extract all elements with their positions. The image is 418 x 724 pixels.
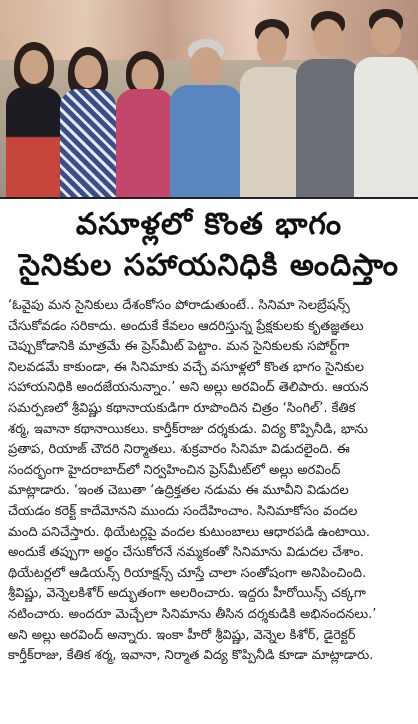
article-line: నిలవడమే కాకుండా, ఈ సినిమాకు వచ్చే వసూళ్లలో కొంత భాగం సైనికుల (8, 359, 365, 375)
article-line: మాట్లాడారు. ‘ఇంత చెబుతా ‘ఉద్రిక్తతల నడుమ ఈ మూవీని విడుదల (8, 483, 349, 499)
event-photo (0, 0, 418, 197)
person-man-right2 (296, 11, 360, 197)
headline (0, 205, 418, 287)
person-woman-third (116, 51, 174, 197)
headline-line-1: వసూళ్లలో కొంత భాగం (75, 207, 343, 242)
article-line: ప్రతాప, రియాజ్‌ చౌదరి నిర్మాతలు. శుక్రవారం సినిమా విడుదలైంది. ఈ (8, 442, 350, 458)
article-line: సందర్భంగా హైదరాబాద్‌లో నిర్వహించిన ప్రెస్‌మీట్‌లో అల్లు అరవింద్‌ (8, 462, 341, 478)
article-line: చేసుకోవడం సరికాదు. అందుకే కేవలం ఆదరిస్తున్న ప్రేక్షకులకు కృతజ్ఞతలు (8, 318, 364, 334)
person-man-right3 (354, 9, 418, 197)
person-man-center (170, 39, 242, 197)
article-line: సహాయనిధికి అందజేయనున్నాం.’ అని అల్లు అరవింద్‌ తెలిపారు. ఆయన (8, 380, 369, 396)
article-line: నటించారు. అందరూ మెచ్చేలా సినిమాను తీసిన దర్శకుడికి అభినందనలు.’ (8, 606, 377, 622)
article-line: అని అల్లు అరవింద్‌ అన్నారు. ఇంకా హీరో శ్రీవిష్ణు, వెన్నెల కిశోర్‌, డైరెక్టర్‌ (8, 627, 356, 643)
article-line: చెప్పుకోడానికి మాత్రమే ఈ ప్రెస్‌మీట్‌ పెట్టాం. మన సైనికులకు సపోర్ట్‌గా (8, 339, 350, 355)
person-man-right1 (240, 19, 304, 197)
photo-divider (0, 197, 418, 199)
article-line: చేయడం కరెక్ట్‌ కాదేమోనని ముందు సందేహించాం. సినిమాకోసం వందల (8, 503, 358, 519)
article-line: మంది పనిచేస్తారు. థియేటర్లపై వందల కుటుంబాలు ఆధారపడి ఉంటాయి. (8, 524, 370, 540)
person-woman-second (60, 47, 116, 197)
person-woman-left (6, 42, 62, 197)
article-line: ‘ఓవైపు మన సైనికులు దేశంకోసం పోరాడుతుంటే.. సినిమా సెలబ్రేషన్స్ (8, 298, 350, 313)
article-line: థియేటర్లలో ఆడియన్స్‌ రియాక్షన్స్‌ చూస్తే చాలా సంతోషంగా అనిపించింది. (8, 565, 367, 581)
article-line: శ్రీవిష్ణు, వెన్నెలకిశోర్‌ అద్భుతంగా అలరించారు. ఇద్దరు హీరోయిన్స్‌ చక్కగా (8, 586, 366, 602)
headline-line-2: సైనికుల సహాయనిధికి అందిస్తాం (18, 248, 400, 283)
article-body (8, 296, 412, 667)
article-line: అందుకే తప్పుగా అర్థం చేసుకోరనే నమ్మకంతో సినిమాను విడుదల చేశాం. (8, 545, 364, 561)
article-line: సమర్పణలో శ్రీవిష్ణు కథానాయకుడిగా రూపొందిన చిత్రం ‘సింగిల్‌’. కేతిక (8, 400, 356, 416)
article-line: కార్తీక్‌రాజు, కేతిక శర్మ, ఇవానా, నిర్మాత విద్య కొప్పినీడి కూడా మాట్లాడారు. (8, 648, 374, 664)
article-line: శర్మ, ఇవానా కథానాయికలు. కార్తీక్‌రాజు దర్శకుడు. విద్య కొప్పినీడి, భాను (8, 421, 368, 437)
